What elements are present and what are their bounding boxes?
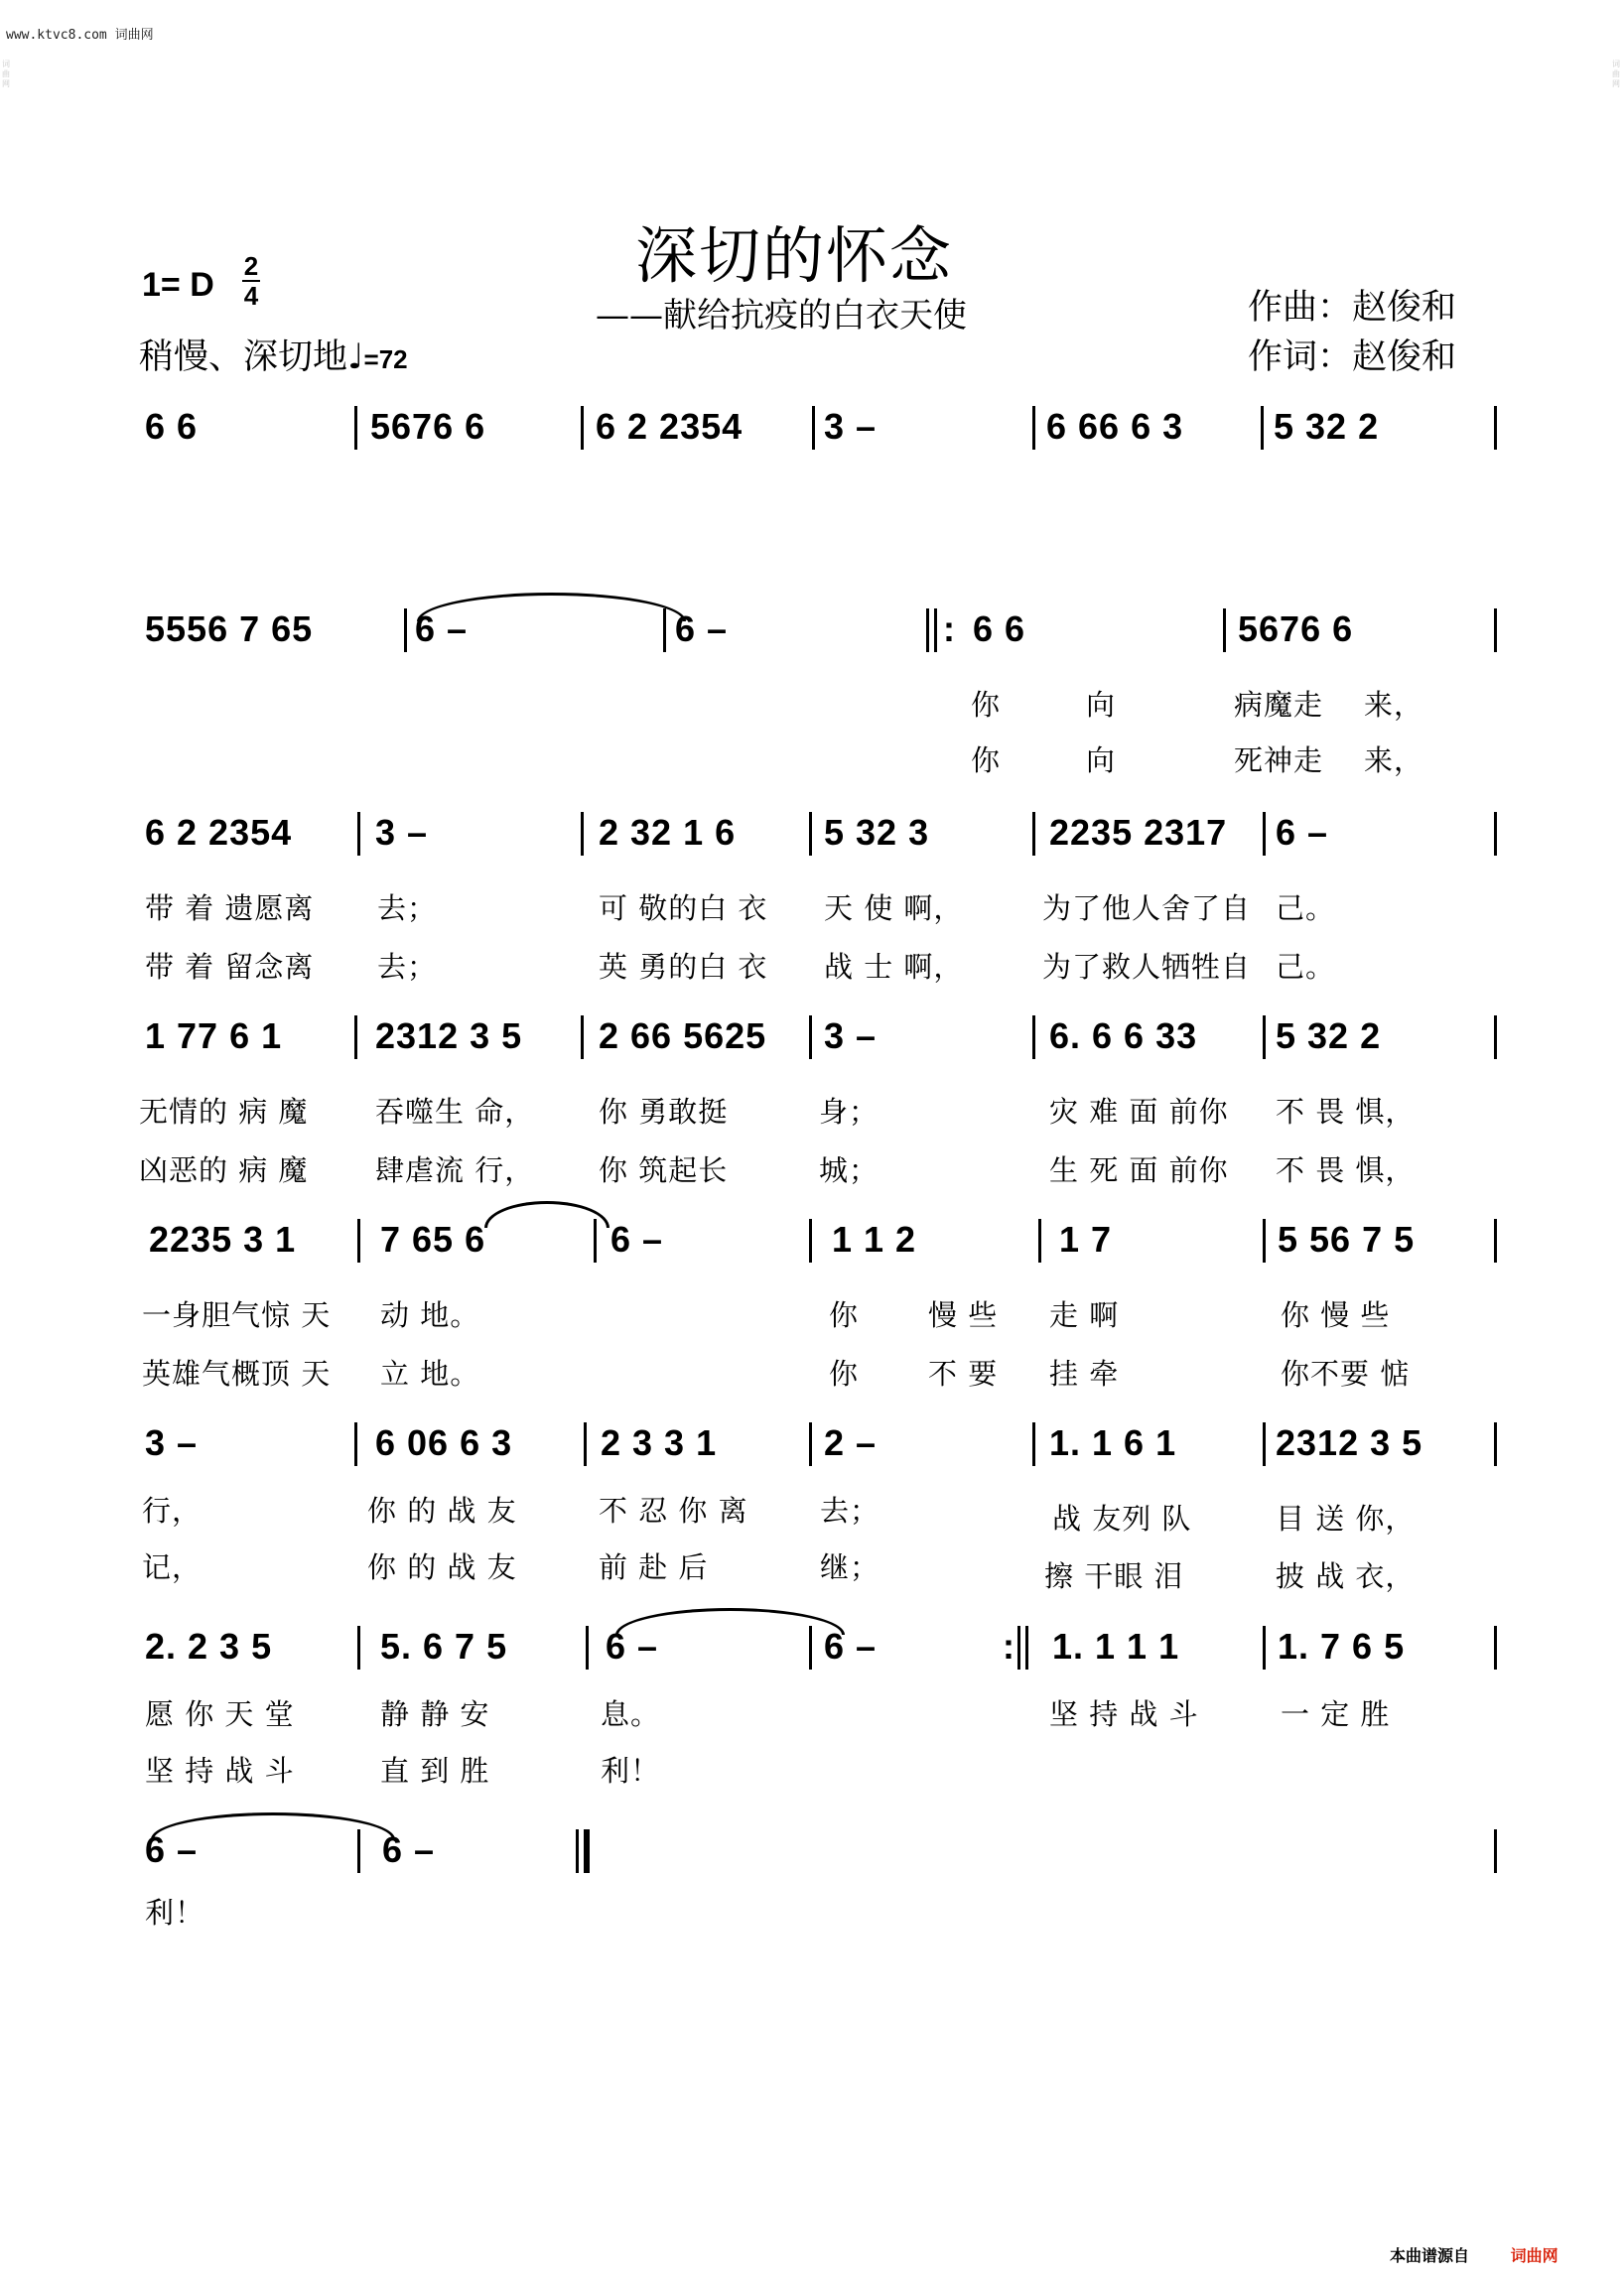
measure: 3 – <box>824 406 878 447</box>
measure: 1. 1 6 1 <box>1049 1422 1177 1463</box>
measure: 6 6 <box>145 406 199 447</box>
measure: 6 66 6 3 <box>1046 406 1184 447</box>
barline <box>354 1015 357 1059</box>
measure: 5 32 3 <box>824 812 930 853</box>
barline <box>1032 812 1035 856</box>
watermark-text: 词曲网 <box>1612 60 1620 88</box>
lyric: 向 <box>1086 688 1117 722</box>
barline <box>809 1219 812 1263</box>
barline <box>581 812 584 856</box>
lyric: 你 <box>971 743 1002 777</box>
barline <box>1494 406 1497 450</box>
time-bottom: 4 <box>243 281 259 311</box>
lyric: 披 战 衣， <box>1276 1559 1416 1593</box>
tempo-text: 稍慢、深切地 <box>139 337 348 377</box>
lyric: 你 的 战 友 <box>367 1550 517 1584</box>
lyric: 生 死 面 前你 <box>1049 1153 1229 1187</box>
lyric: 利！ <box>601 1754 661 1788</box>
lyric: 一 定 胜 <box>1281 1697 1391 1731</box>
repeat-barline-thick <box>926 608 929 652</box>
lyric: 己。 <box>1276 950 1336 984</box>
barline <box>357 1829 360 1873</box>
barline <box>1263 812 1266 856</box>
measure: 6 – <box>606 1626 659 1667</box>
measure: 2312 3 5 <box>1276 1422 1423 1463</box>
barline <box>354 406 357 450</box>
measure: 3 – <box>824 1015 878 1056</box>
final-barline-thick <box>584 1829 590 1873</box>
barline <box>1494 1829 1497 1873</box>
lyric: 己。 <box>1276 891 1336 925</box>
lyric: 慢 些 <box>928 1298 999 1332</box>
watermark-text: 词曲网 <box>2 60 10 88</box>
measure: 6 6 <box>973 608 1026 649</box>
measure: 2235 3 1 <box>149 1219 297 1260</box>
lyric: 你 <box>829 1298 860 1332</box>
site-header <box>6 24 154 43</box>
barline <box>809 1422 812 1466</box>
measure: 1. 7 6 5 <box>1278 1626 1406 1667</box>
lyric: 你 的 战 友 <box>367 1494 517 1528</box>
barline <box>581 406 584 450</box>
barline <box>357 1626 360 1670</box>
measure: 1 7 <box>1059 1219 1113 1260</box>
barline <box>812 406 815 450</box>
barline <box>1263 1219 1266 1263</box>
tie-arc <box>484 1201 609 1228</box>
footer-site-link[interactable]: 词曲网 <box>1510 2246 1558 2265</box>
lyric: 一身胆气惊 天 <box>142 1298 332 1332</box>
lyric: 你 <box>971 688 1002 722</box>
measure: 6 – <box>610 1219 664 1260</box>
measure: 2 66 5625 <box>599 1015 767 1056</box>
barline <box>809 1626 812 1670</box>
measure: 1 1 2 <box>832 1219 917 1260</box>
lyric: 你 慢 些 <box>1281 1298 1391 1332</box>
measure: 1. 1 1 1 <box>1052 1626 1180 1667</box>
measure: 5 32 2 <box>1274 406 1380 447</box>
measure: 6 – <box>824 1626 878 1667</box>
measure: 6. 6 6 33 <box>1049 1015 1198 1056</box>
barline <box>584 1422 587 1466</box>
measure: 6 – <box>145 1829 199 1870</box>
lyric: 擦 干眼 泪 <box>1044 1559 1184 1593</box>
barline <box>357 1219 360 1263</box>
lyric: 继； <box>820 1550 880 1584</box>
lyric: 目 送 你， <box>1276 1502 1416 1536</box>
lyric: 前 赴 后 <box>599 1550 709 1584</box>
lyric: 身； <box>819 1095 880 1129</box>
measure: 5 56 7 5 <box>1278 1219 1416 1260</box>
barline <box>1494 608 1497 652</box>
lyric: 去； <box>377 891 438 925</box>
lyric: 利！ <box>145 1896 205 1930</box>
barline <box>1032 1015 1035 1059</box>
barline <box>1223 608 1226 652</box>
barline <box>357 812 360 856</box>
measure: 5 32 2 <box>1276 1015 1382 1056</box>
lyric: 战 士 啊， <box>824 950 964 984</box>
lyric: 来， <box>1364 743 1424 777</box>
measure: 2235 2317 <box>1049 812 1228 853</box>
measure: 6 2 2354 <box>596 406 744 447</box>
site-url[interactable]: www.ktvc8.com <box>6 28 107 43</box>
time-top: 2 <box>243 251 259 281</box>
lyric: 带 着 留念离 <box>145 950 315 984</box>
lyric: 立 地。 <box>380 1357 480 1391</box>
measure: 1 77 6 1 <box>145 1015 283 1056</box>
measure: 5676 6 <box>1238 608 1354 649</box>
lyric: 记， <box>142 1550 203 1584</box>
measure: 5556 7 65 <box>145 608 314 649</box>
measure: 7 65 6 <box>380 1219 486 1260</box>
barline <box>1263 1422 1266 1466</box>
lyric: 凶恶的 病 魔 <box>139 1153 309 1187</box>
repeat-barline-thick <box>1025 1626 1028 1670</box>
lyric: 来， <box>1364 688 1424 722</box>
measure: 2 – <box>824 1422 878 1463</box>
song-title: 深切的怀念 <box>635 219 954 292</box>
measure: 2. 2 3 5 <box>145 1626 273 1667</box>
lyric: 挂 牵 <box>1049 1357 1120 1391</box>
lyric: 肆虐流 行， <box>375 1153 535 1187</box>
lyric: 走 啊 <box>1049 1298 1120 1332</box>
measure: 2312 3 5 <box>375 1015 523 1056</box>
barline <box>1494 1422 1497 1466</box>
lyric: 直 到 胜 <box>380 1754 490 1788</box>
lyric: 坚 持 战 斗 <box>1049 1697 1199 1731</box>
site-name: 词曲网 <box>114 28 154 43</box>
lyric: 不 畏 惧， <box>1276 1095 1416 1129</box>
repeat-barline-thin <box>1017 1626 1020 1670</box>
lyric: 死神走 <box>1234 743 1324 777</box>
lyric: 为了救人牺牲自 <box>1042 950 1252 984</box>
barline <box>1032 1422 1035 1466</box>
barline <box>1032 406 1035 450</box>
barline <box>354 1422 357 1466</box>
measure: 6 – <box>1276 812 1329 853</box>
lyric: 愿 你 天 堂 <box>145 1697 295 1731</box>
barline <box>1494 812 1497 856</box>
lyric: 不 要 <box>928 1357 999 1391</box>
measure: 6 2 2354 <box>145 812 293 853</box>
right-watermark <box>1612 60 1622 89</box>
lyric: 静 静 安 <box>380 1697 490 1731</box>
barline <box>1038 1219 1041 1263</box>
barline <box>1494 1015 1497 1059</box>
lyric: 你 勇敢挺 <box>599 1095 729 1129</box>
lyric: 战 友列 队 <box>1052 1502 1192 1536</box>
measure: 3 – <box>375 812 429 853</box>
lyric: 动 地。 <box>380 1298 480 1332</box>
lyric: 向 <box>1086 743 1117 777</box>
lyric: 英雄气概顶 天 <box>142 1357 332 1391</box>
barline <box>663 608 666 652</box>
barline <box>404 608 407 652</box>
lyric: 坚 持 战 斗 <box>145 1754 295 1788</box>
measure: 6 – <box>415 608 469 649</box>
repeat-dots: : <box>1003 1626 1015 1667</box>
lyric: 不 畏 惧， <box>1276 1153 1416 1187</box>
measure: 6 – <box>382 1829 436 1870</box>
measure: 6 06 6 3 <box>375 1422 513 1463</box>
measure: 3 – <box>145 1422 199 1463</box>
lyric: 不 忍 你 离 <box>599 1494 748 1528</box>
tempo-value: =72 <box>363 344 408 374</box>
lyric: 你不要 惦 <box>1281 1357 1411 1391</box>
measure: 5. 6 7 5 <box>380 1626 508 1667</box>
footer <box>1390 2243 1558 2266</box>
lyric: 你 筑起长 <box>599 1153 729 1187</box>
lyric: 带 着 遗愿离 <box>145 891 315 925</box>
measure: 2 3 3 1 <box>601 1422 718 1463</box>
footer-source-text: 本曲谱源自 <box>1390 2246 1470 2265</box>
barline <box>1494 1219 1497 1263</box>
lyric: 灾 难 面 前你 <box>1049 1095 1229 1129</box>
lyric: 吞噬生 命， <box>375 1095 535 1129</box>
barline <box>1494 1626 1497 1670</box>
tempo-marking <box>139 330 408 379</box>
quarter-note-icon: ♩ <box>347 337 364 377</box>
measure: 6 – <box>675 608 729 649</box>
lyricist: 作词：赵俊和 <box>1248 337 1457 377</box>
lyric: 去； <box>377 950 438 984</box>
repeat-barline-thin <box>934 608 937 652</box>
lyric: 无情的 病 魔 <box>139 1095 309 1129</box>
barline <box>809 1015 812 1059</box>
lyric: 息。 <box>601 1697 661 1731</box>
left-watermark <box>2 60 12 89</box>
key-signature: 1= D <box>142 266 214 304</box>
lyric: 你 <box>829 1357 860 1391</box>
lyric: 英 勇的白 衣 <box>599 950 768 984</box>
barline <box>594 1219 597 1263</box>
barline <box>1263 1626 1266 1670</box>
final-barline-thin <box>576 1829 579 1873</box>
barline <box>809 812 812 856</box>
barline <box>1263 1015 1266 1059</box>
barline <box>1261 406 1264 450</box>
lyric: 为了他人舍了自 <box>1042 891 1252 925</box>
lyric: 去； <box>820 1494 880 1528</box>
barline <box>586 1626 589 1670</box>
lyric: 可 敬的白 衣 <box>599 891 768 925</box>
barline <box>581 1015 584 1059</box>
repeat-dots: : <box>943 608 956 649</box>
lyric: 病魔走 <box>1234 688 1324 722</box>
lyric: 天 使 啊， <box>824 891 964 925</box>
composer: 作曲：赵俊和 <box>1248 288 1457 328</box>
lyric: 行， <box>142 1494 203 1528</box>
measure: 2 32 1 6 <box>599 812 737 853</box>
song-subtitle: ——献给抗疫的白衣天使 <box>596 296 967 335</box>
time-signature <box>242 252 260 310</box>
lyric: 城； <box>819 1153 880 1187</box>
measure: 5676 6 <box>370 406 486 447</box>
